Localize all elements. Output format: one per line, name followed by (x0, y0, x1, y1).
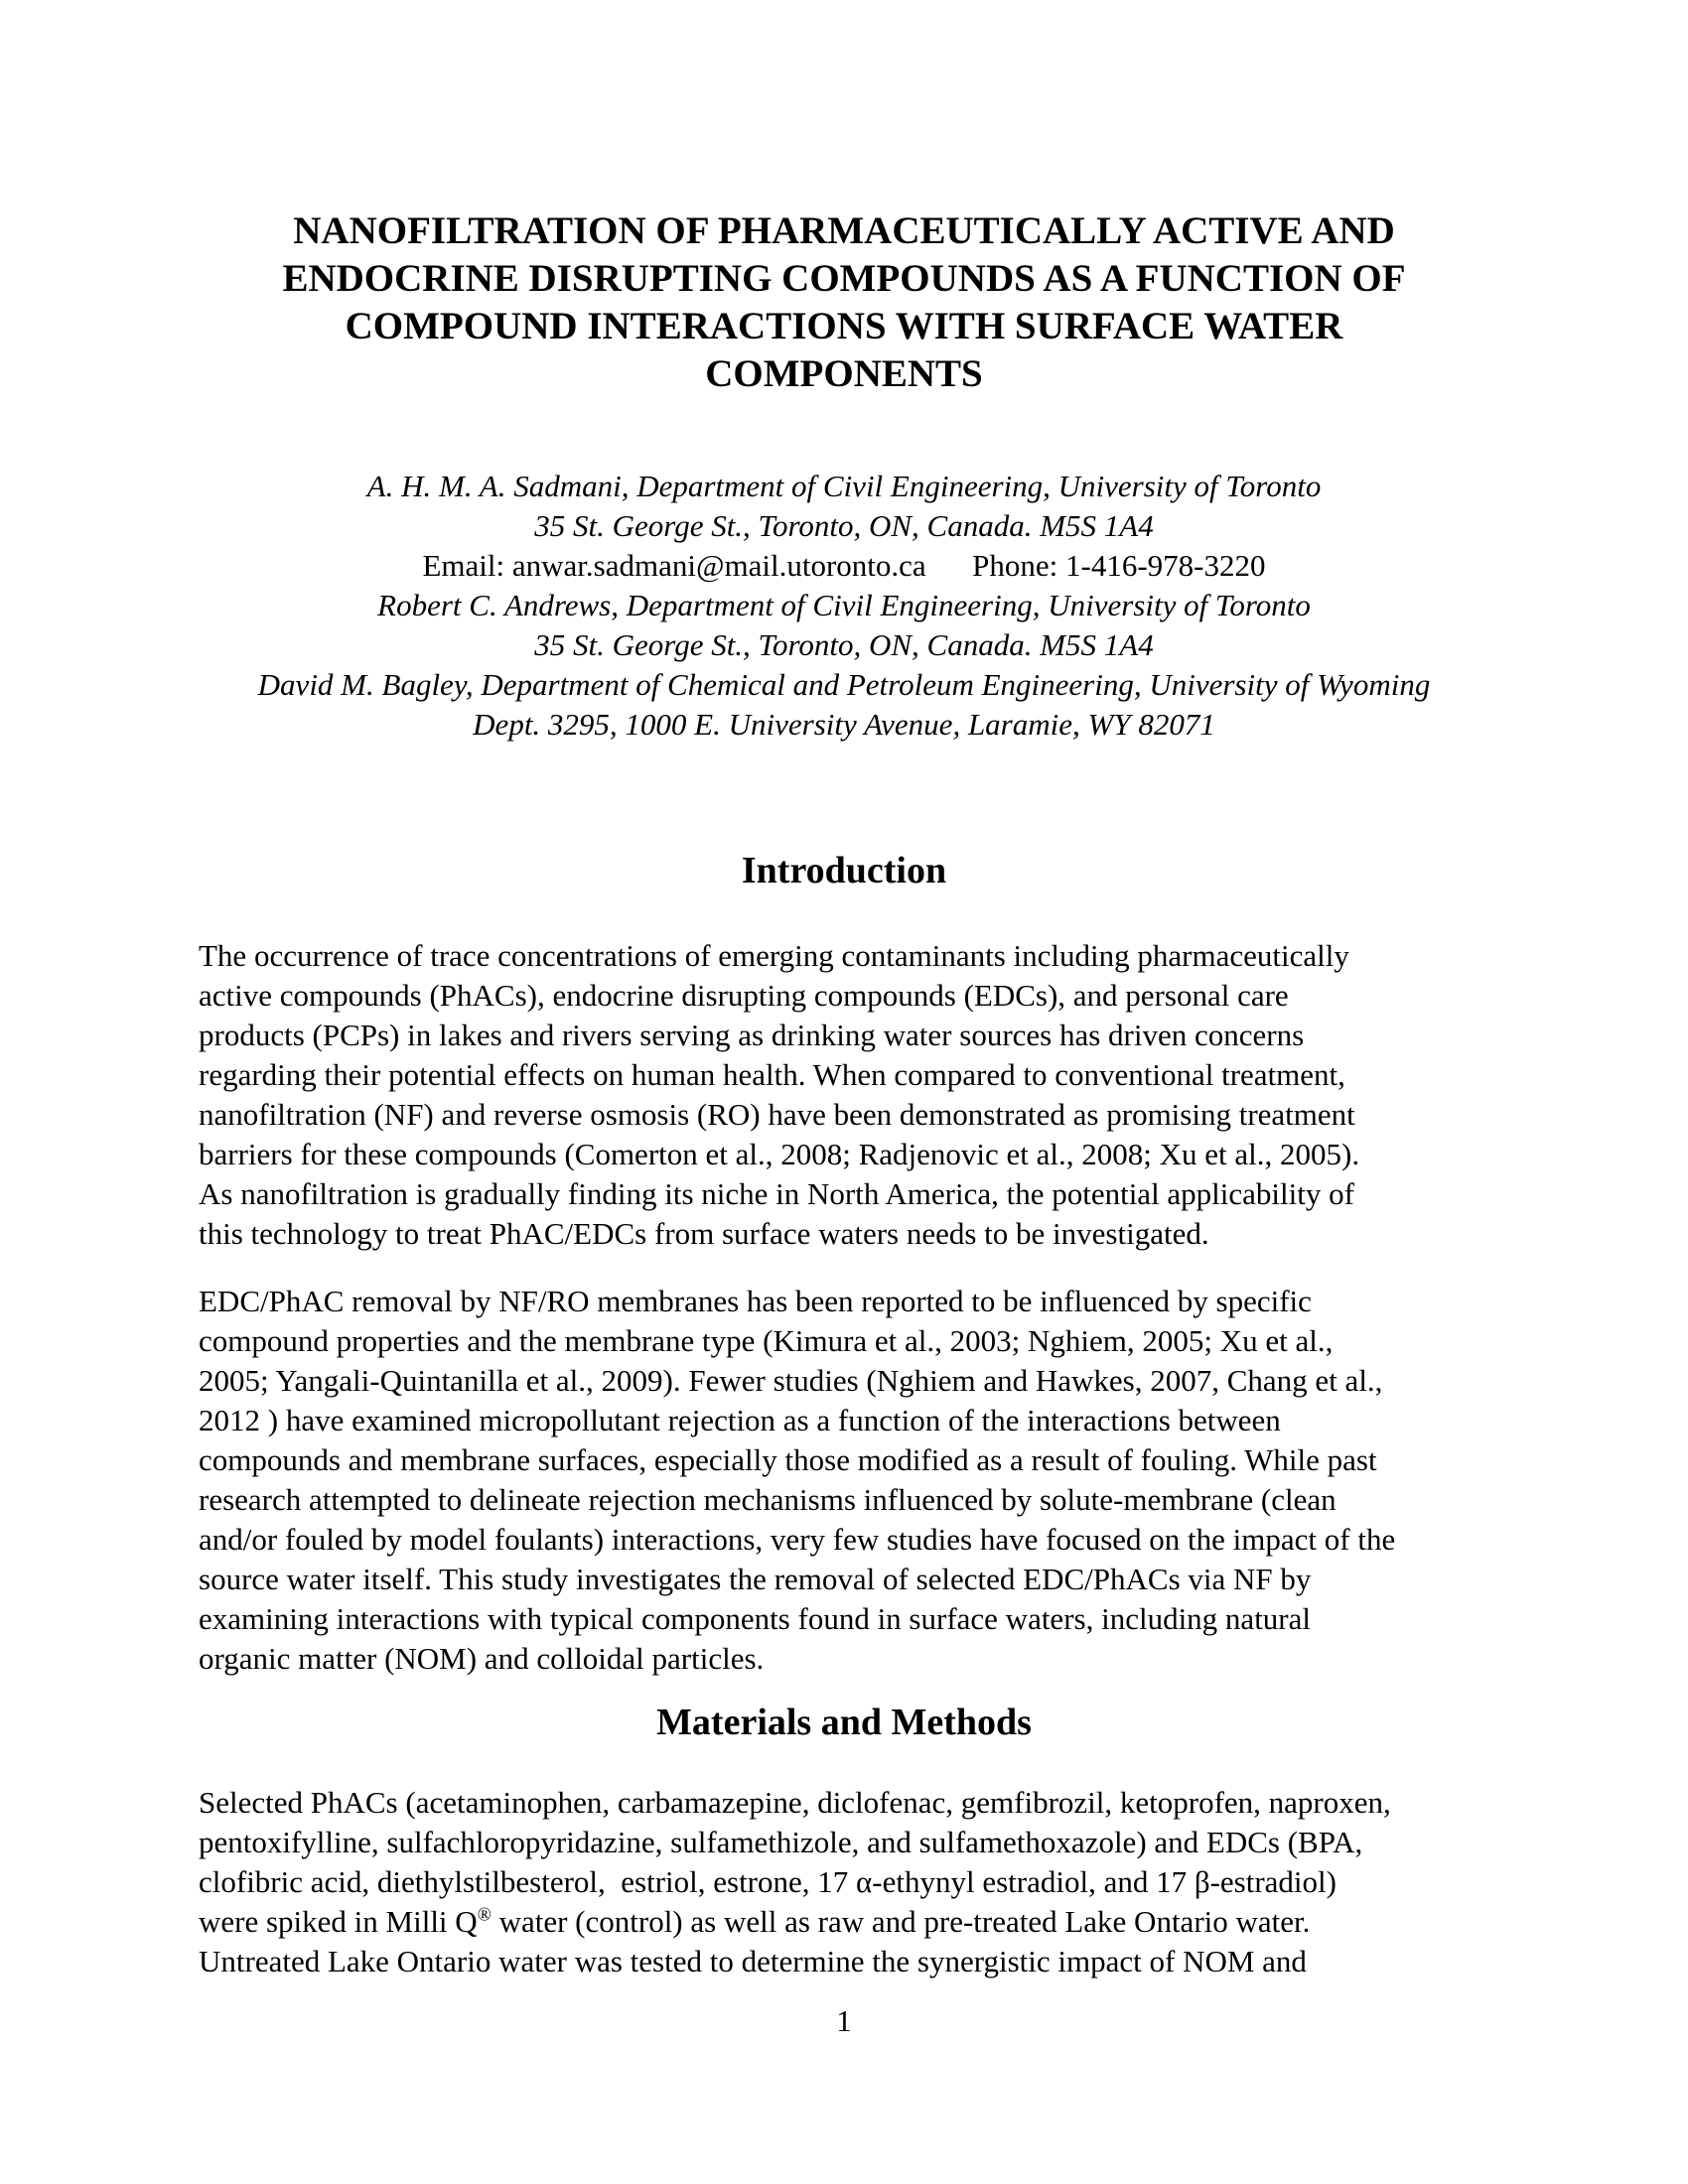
text-line: As nanofiltration is gradually finding its niche in North America, the potential applicability of (199, 1176, 1354, 1211)
section-heading-materials-and-methods: Materials and Methods (656, 1702, 1032, 1743)
materials-paragraph-1 (199, 1783, 1529, 1981)
text-line: examining interactions with typical components found in surface waters, including natural (199, 1601, 1311, 1636)
text-line: products (PCPs) in lakes and rivers serving as drinking water sources has driven concerns (199, 1018, 1305, 1052)
page-number: 1 (836, 2003, 852, 2038)
text-line: 35 St. George St., Toronto, ON, Canada. M5S 1A4 (534, 627, 1154, 662)
text-line: were spiked in Milli Q® water (control) as well as raw and pre-treated Lake Ontario water. (199, 1904, 1311, 1939)
text-line: Robert C. Andrews, Department of Civil Engineering, University of Toronto (377, 588, 1311, 622)
text-line: pentoxifylline, sulfachloropyridazine, sulfamethizole, and sulfamethoxazole) and EDCs (BPA, (199, 1825, 1363, 1859)
text-line: and/or fouled by model foulants) interactions, very few studies have focused on the impact of the (199, 1522, 1396, 1557)
paper-title (199, 207, 1489, 398)
text-line: compound properties and the membrane type (Kimura et al., 2003; Nghiem, 2005; Xu et al., (199, 1323, 1334, 1358)
text-line: NANOFILTRATION OF PHARMACEUTICALLY ACTIVE AND (293, 209, 1395, 252)
text-line: Selected PhACs (acetaminophen, carbamazepine, diclofenac, gemfibrozil, ketoprofen, naproxen, (199, 1785, 1391, 1820)
introduction-paragraph-2 (199, 1282, 1529, 1679)
text-line: source water itself. This study investigates the removal of selected EDC/PhACs via NF by (199, 1562, 1312, 1596)
section-heading-introduction: Introduction (741, 850, 947, 891)
text-line: 35 St. George St., Toronto, ON, Canada. M5S 1A4 (534, 508, 1154, 543)
text-line: David M. Bagley, Department of Chemical and Petroleum Engineering, University of Wyoming (257, 667, 1431, 702)
text-line: ENDOCRINE DISRUPTING COMPOUNDS AS A FUNCTION OF (282, 257, 1406, 300)
text-line: active compounds (PhACs), endocrine disrupting compounds (EDCs), and personal care (199, 978, 1289, 1013)
text-line: organic matter (NOM) and colloidal particles. (199, 1641, 765, 1676)
text-line: COMPONENTS (705, 352, 983, 395)
text-line: nanofiltration (NF) and reverse osmosis (RO) have been demonstrated as promising treatment (199, 1097, 1355, 1132)
text-line: clofibric acid, diethylstilbesterol, estriol, estrone, 17 α-ethynyl estradiol, and 17 β-estradiol) (199, 1864, 1336, 1899)
text-line: 2012 ) have examined micropollutant rejection as a function of the interactions between (199, 1403, 1281, 1437)
text-line: The occurrence of trace concentrations of emerging contaminants including pharmaceutically (199, 938, 1349, 973)
text-line: 2005; Yangali-Quintanilla et al., 2009). Fewer studies (Nghiem and Hawkes, 2007, Chang et al., (199, 1363, 1383, 1398)
text-line: A. H. M. A. Sadmani, Department of Civil Engineering, University of Toronto (366, 469, 1322, 503)
text-line: research attempted to delineate rejection mechanisms influenced by solute-membrane (clean (199, 1482, 1336, 1517)
text-line: this technology to treat PhAC/EDCs from surface waters needs to be investigated. (199, 1216, 1209, 1251)
text-line: regarding their potential effects on human health. When compared to conventional treatment, (199, 1057, 1345, 1092)
text-line: COMPOUND INTERACTIONS WITH SURFACE WATER (345, 305, 1343, 347)
text-line: EDC/PhAC removal by NF/RO membranes has been reported to be influenced by specific (199, 1284, 1312, 1318)
text-line: barriers for these compounds (Comerton et al., 2008; Radjenovic et al., 2008; Xu et al., 2005). (199, 1137, 1360, 1171)
introduction-paragraph-1 (199, 936, 1529, 1254)
author-affiliation-block (199, 467, 1489, 745)
text-line: compounds and membrane surfaces, especially those modified as a result of fouling. While past (199, 1442, 1377, 1477)
text-line: Untreated Lake Ontario water was tested to determine the synergistic impact of NOM and (199, 1944, 1307, 1979)
text-line: Dept. 3295, 1000 E. University Avenue, Laramie, WY 82071 (473, 707, 1215, 742)
text-line: Email: anwar.sadmani@mail.utoronto.ca Phone: 1-416-978-3220 (422, 548, 1266, 583)
